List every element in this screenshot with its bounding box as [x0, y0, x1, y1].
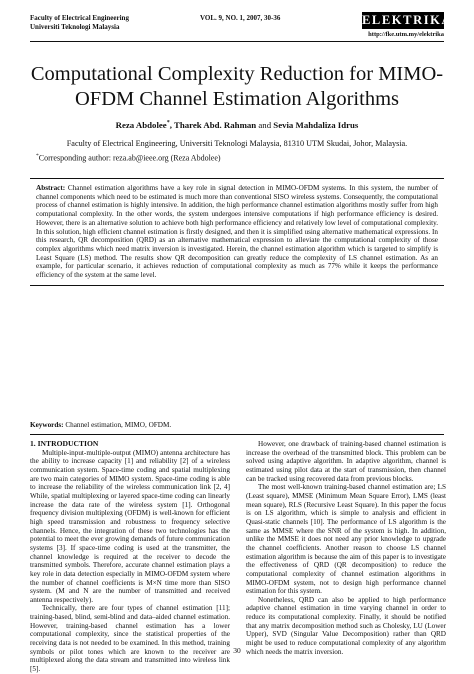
corresponding-text: Corresponding author: reza.ab@ieee.org (Reza Abdolee): [38, 153, 221, 163]
paragraph: Multiple-input-multiple-output (MIMO) antenna architecture has the ability to increase capacity [1] and reliability [2] of a wireless communication system. Space-time coding and spatial multiplexing are two main categories of MIMO system. Space-time coding is able to increase the reliability of the wireless communication link [2, 4] While, spatial multiplexing or layered space-time coding can linearly increase the data rate of the wireless system [1]. Orthogonal frequency division multiplexing (OFDM) is well-known for efficient high speed transmission and robustness to frequency selective channels. Hence, the integration of these two technologies has the potential to meet the ever growing demands of future communication systems [3]. If space-time coding is used at the transmitter, the channel knowledge is required at the receiver to decode the transmitted symbols. Therefore, accurate channel estimation plays a key role in data detection especially in MIMO-OFDM system where the number of channel coefficients is M×N time more than SISO system. (M and N are the number of transmitted and received antenna respectively).: [30, 448, 230, 604]
journal-logo: ELEKTRIKA: [362, 13, 453, 27]
author-mark: *: [166, 120, 170, 127]
abstract-label: Abstract:: [36, 184, 66, 192]
paragraph: However, one drawback of training-based channel estimation is increase the overhead of the transmitted block. This problem can be solved using adaptive algorithm. In adaptive algorithm, channel is estimated using pilot data at the start of transmission, then channel can be tracked using recovered data from previous blocks.: [246, 440, 446, 483]
journal-header-left: [30, 14, 129, 31]
author-list: [20, 120, 454, 130]
university-name: Universiti Teknologi Malaysia: [30, 22, 120, 31]
journal-url[interactable]: http://fke.utm.my/elektrika: [368, 31, 444, 38]
author-name: Tharek Abd. Rahman: [173, 120, 257, 130]
keywords-label: Keywords:: [30, 421, 64, 429]
faculty-name: Faculty of Electrical Engineering: [30, 14, 129, 22]
keywords-rule: [30, 434, 444, 435]
keywords: [30, 421, 444, 429]
paragraph: Technically, there are four types of channel estimation [11]; training-based, blind, semi-blind and data–aided channel estimation. However, training-based channel estimation has a lower computational complexity, since the statistical properties of the receiving data is not needed to be examined. In this method, training symbols or pilot tones which are known to the receiver are multiplexed along the data stream and transmitted into wireless link [5].: [30, 604, 230, 674]
corresponding-mark: *: [36, 153, 39, 159]
paragraph: The most well-known training-based channel estimation are; LS (Least square), MMSE (Minimum Mean Square Error), LMS (least mean square), RLS (Recursive Least Square). In this paper the focus is on LS algorithm, which is simple to analysis and efficient in Quasi-static channels [10]. The performance of LS algorithm is the same as MMSE where the SNR of the system is high. In addition, unlike the MMSE it does not need any prior knowledge to upgrade the channel coefficients. Another reason to choose LS channel estimation algorithm is because the aim of this paper is to investigate the effectiveness of QRD (QR decomposition) to reduce the computational complexity of channel estimation algorithms in MIMO-OFDM system, not to design high performance channel estimation for this system.: [246, 483, 446, 596]
volume-info: VOL. 9, NO. 1, 2007, 30-36: [200, 14, 281, 22]
author-separator: and: [256, 120, 274, 130]
author-name: Reza Abdolee: [115, 120, 167, 130]
abstract-text: Channel estimation algorithms have a key role in signal detection in MIMO-OFDM systems. In this system, the number of channel components which need to be estimated is much more than conventional SISO wireless systems. Consequently, the computational process of channel estimation is highly intensive. In addition, the high performance channel estimation algorithms mostly suffer from high computational complexity. In the other words, the system undergoes intensive computations if high performance efficiency is desired. However, there is an alternative solution to achieve both high performance efficiency and relatively low level of computational complexity. In this solution, high efficient channel estimation is firstly designed, and then it is simplified using alternative mathematical expressions. In this research, QR decomposition (QRD) as an alternative mathematical expression to alleviate the computational complexity of those complex algorithms which need matrix inversion is investigated. Herein, the channel estimation algorithm which is targeted to simplify is Least Square (LS) method. The results show QR decomposition can greatly reduce the complexity of LS channel estimation. As an example, for particular scenario, it achieves reduction of computational complexity as much as 77% while it keeps the performance efficiency of the system at the same level.: [36, 184, 439, 280]
abstract-box: [30, 178, 444, 286]
paragraph: Nonetheless, QRD can also be applied to high performance adaptive channel estimation in time varying channel in order to reduce its computational complexity. Finally, it should be notified that any matrix decomposition method such as Cholesky, LU (Lower Upper), SVD (Singular Value Decomposition) rather than QRD might be used to reduce computational complexity of any algorithm which needs the matrix inversion.: [246, 595, 446, 656]
keywords-text: Channel estimation, MIMO, OFDM.: [63, 421, 172, 429]
page-number: 30: [233, 646, 241, 655]
left-column: [30, 440, 230, 674]
section-heading: 1. INTRODUCTION: [30, 439, 99, 448]
header-rule: [30, 41, 444, 42]
paper-title: Computational Complexity Reduction for MIMO-OFDM Channel Estimation Algorithms: [30, 63, 444, 110]
author-separator: ,: [169, 120, 174, 130]
right-column: [246, 440, 446, 656]
affiliation: Faculty of Electrical Engineering, Universiti Teknologi Malaysia, 81310 UTM Skudai, Johor, Malaysia.: [66, 139, 408, 148]
author-name: Sevia Mahdaliza Idrus: [273, 120, 359, 130]
corresponding-author: [36, 153, 221, 163]
